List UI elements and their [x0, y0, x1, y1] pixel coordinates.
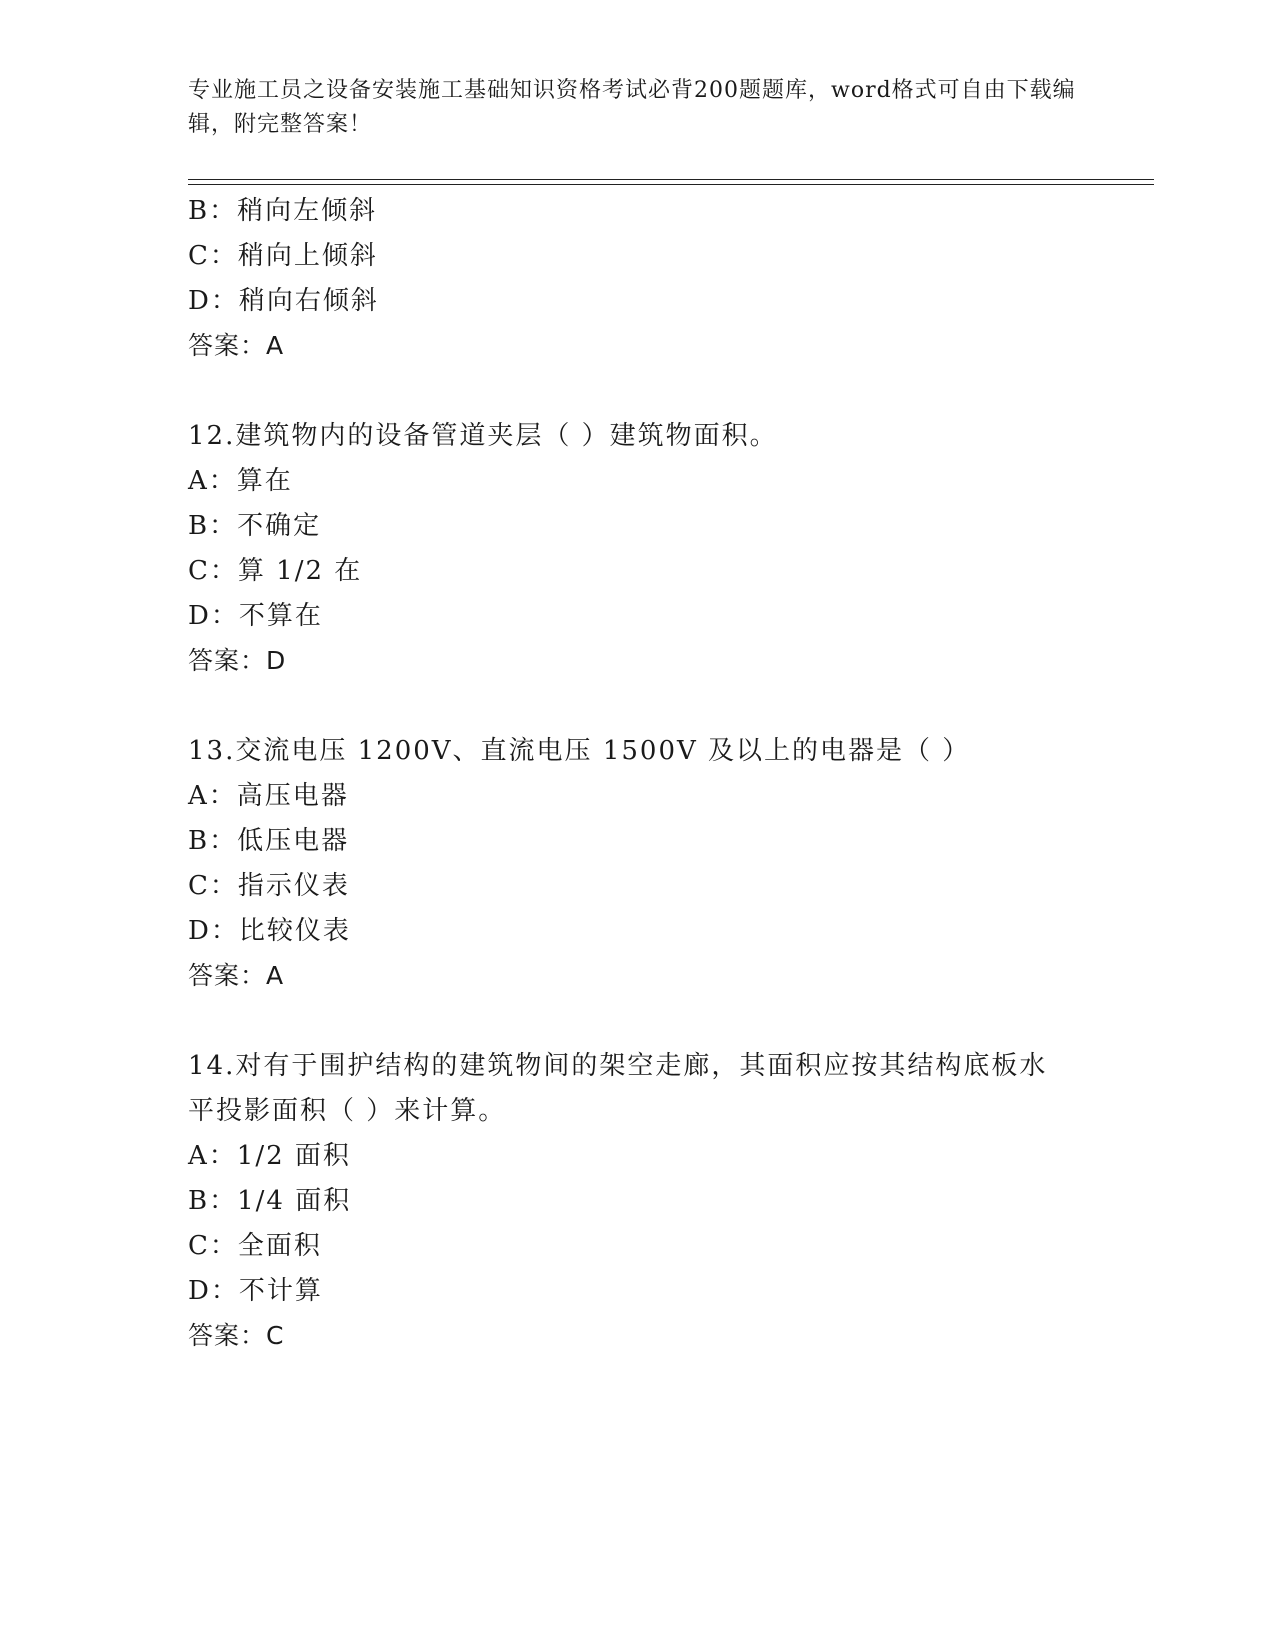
prev-option-c: C：稍向上倾斜 — [188, 241, 378, 271]
q14-option-c: C：全面积 — [188, 1231, 322, 1261]
prev-answer: 答案：A — [188, 331, 285, 360]
q14-answer: 答案：C — [188, 1321, 285, 1350]
q14-option-b: B：1/4 面积 — [188, 1186, 352, 1216]
q12-option-a: A：算在 — [188, 466, 293, 496]
header-rule-top — [188, 179, 1154, 180]
document-header: 专业施工员之设备安装施工基础知识资格考试必背200题题库，word格式可自由下载编辑，附完整答案！ — [188, 78, 1076, 137]
q13-option-d: D：比较仪表 — [188, 916, 351, 946]
q13-answer: 答案：A — [188, 961, 285, 990]
q14-stem-line2: 平投影面积（ ）来计算。 — [188, 1096, 507, 1126]
q13-option-a: A：高压电器 — [188, 781, 349, 811]
q14-option-a: A：1/2 面积 — [188, 1141, 351, 1171]
q12-option-b: B：不确定 — [188, 511, 322, 541]
q12-option-c: C：算 1/2 在 — [188, 556, 363, 586]
q13-option-b: B：低压电器 — [188, 826, 350, 856]
prev-option-d: D：稍向右倾斜 — [188, 286, 379, 316]
q14-option-d: D：不计算 — [188, 1276, 323, 1306]
q12-answer: 答案：D — [188, 646, 287, 675]
q14-stem-line1: 14.对有于围护结构的建筑物间的架空走廊，其面积应按其结构底板水 — [188, 1051, 1048, 1081]
header-rule-bottom — [188, 184, 1154, 185]
q13-stem: 13.交流电压 1200V、直流电压 1500V 及以上的电器是（ ） — [188, 736, 971, 766]
q12-stem: 12.建筑物内的设备管道夹层（ ）建筑物面积。 — [188, 421, 778, 451]
q13-option-c: C：指示仪表 — [188, 871, 350, 901]
prev-option-b: B：稍向左倾斜 — [188, 196, 378, 226]
q12-option-d: D：不算在 — [188, 601, 323, 631]
